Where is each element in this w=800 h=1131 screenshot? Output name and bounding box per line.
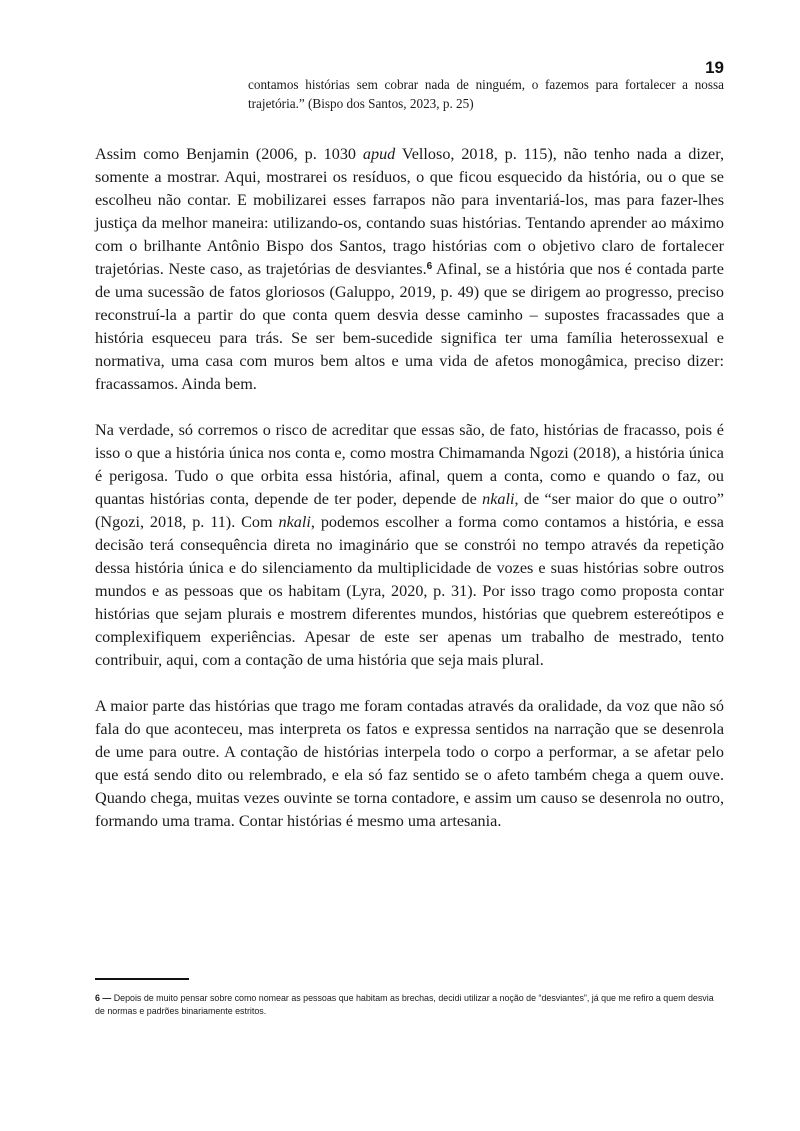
paragraph-2-text-b: , de “ser maior do que o outro” (Ngozi, 2018, p. 11). Com bbox=[95, 490, 724, 531]
body-text bbox=[95, 143, 724, 856]
footnote-text: Depois de muito pensar sobre como nomear as pessoas que habitam as brechas, decidi utilizar a noção de “desviantes”, já que me refiro a quem desvia de normas e padrões binariamente estritos. bbox=[95, 993, 714, 1016]
paragraph-1-italic-term: apud bbox=[362, 145, 396, 163]
block-quote: contamos histórias sem cobrar nada de ninguém, o fazemos para fortalecer a nossa trajetória.” (Bispo dos Santos, 2023, p. 25) bbox=[248, 77, 724, 111]
paragraph-1-text-a: Assim como Benjamin (2006, p. 1030 bbox=[95, 145, 363, 163]
paragraph-1-text-b: Velloso, 2018, p. 115), não tenho nada a dizer, somente a mostrar. Aqui, mostrarei os resíduos, o que ficou esquecido da história, ou o que se escolheu não contar. E mobilizarei esses farrapos não para inventariá-los, mas para fazer-lhes justiça da melhor maneira: utilizando-os, contando suas histórias. Tentando aprender ao máximo com o brilhante Antônio Bispo dos Santos, trago histórias com o objetivo claro de fortalecer trajetórias. Neste caso, as trajetórias de desviantes. bbox=[95, 145, 725, 278]
footnote-marker: 6 — bbox=[95, 993, 112, 1003]
paragraph-2-text-a: Na verdade, só corremos o risco de acreditar que essas são, de fato, histórias de fracasso, pois é isso o que a história única nos conta e, como mostra Chimamanda Ngozi (2018), a história única é perigosa. Tudo o que orbita essa história, afinal, quem a conta, como e quando o faz, ou quantas histórias conta, depende de ter poder, depende de bbox=[95, 421, 724, 508]
paragraph-2 bbox=[95, 419, 724, 672]
footnote-reference[interactable]: 6 bbox=[426, 261, 433, 272]
paragraph-3: A maior parte das histórias que trago me foram contadas através da oralidade, da voz que não só fala do que aconteceu, mas interpreta os fatos e expressa sentidos na narração que se desenrola de ume para outre. A contação de histórias interpela todo o corpo a performar, a se afetar pelo que está sendo dito ou relembrado, e ela só faz sentido se o afeto também chega a quem ouve. Quando chega, muitas vezes ouvinte se torna contadore, e assim um causo se desenrola no outro, formando uma trama. Contar histórias é mesmo uma artesania. bbox=[95, 697, 724, 830]
paragraph-1-text-c: Afinal, se a história que nos é contada parte de uma sucessão de fatos gloriosos (Galuppo, 2019, p. 49) que se dirigem ao progresso, preciso reconstruí-la a partir do que conta quem desvia desse caminho – supostes fracassades que a história esqueceu para trás. Se ser bem-sucedide significa ter uma família heterossexual e normativa, uma casa com muros bem altos e uma vida de afetos monogâmica, preciso dizer: fracassamos. Ainda bem. bbox=[95, 260, 724, 393]
paragraph-2-text-c: , podemos escolher a forma como contamos a história, e essa decisão terá consequência direta no imaginário que se constrói no tempo através da repetição dessa história única e do silenciamento da multiplicidade de vozes e suas histórias sobre outros mundos e as pessoas que os habitam (Lyra, 2020, p. 31). Por isso trago como proposta contar histórias que sejam plurais e mostrem diferentes mundos, histórias que quebrem estereótipos e complexifiquem experiências. Apesar de este ser apenas um trabalho de mestrado, tento contribuir, aqui, com a contação de uma história que seja mais plural. bbox=[95, 513, 724, 669]
paragraph-2-italic-term-1: nkali bbox=[482, 490, 515, 508]
paragraph-1 bbox=[95, 143, 724, 396]
footnote-divider bbox=[95, 978, 189, 980]
footnote bbox=[95, 992, 725, 1018]
paragraph-2-italic-term-2: nkali bbox=[278, 513, 311, 531]
page-number: 19 bbox=[705, 58, 724, 77]
